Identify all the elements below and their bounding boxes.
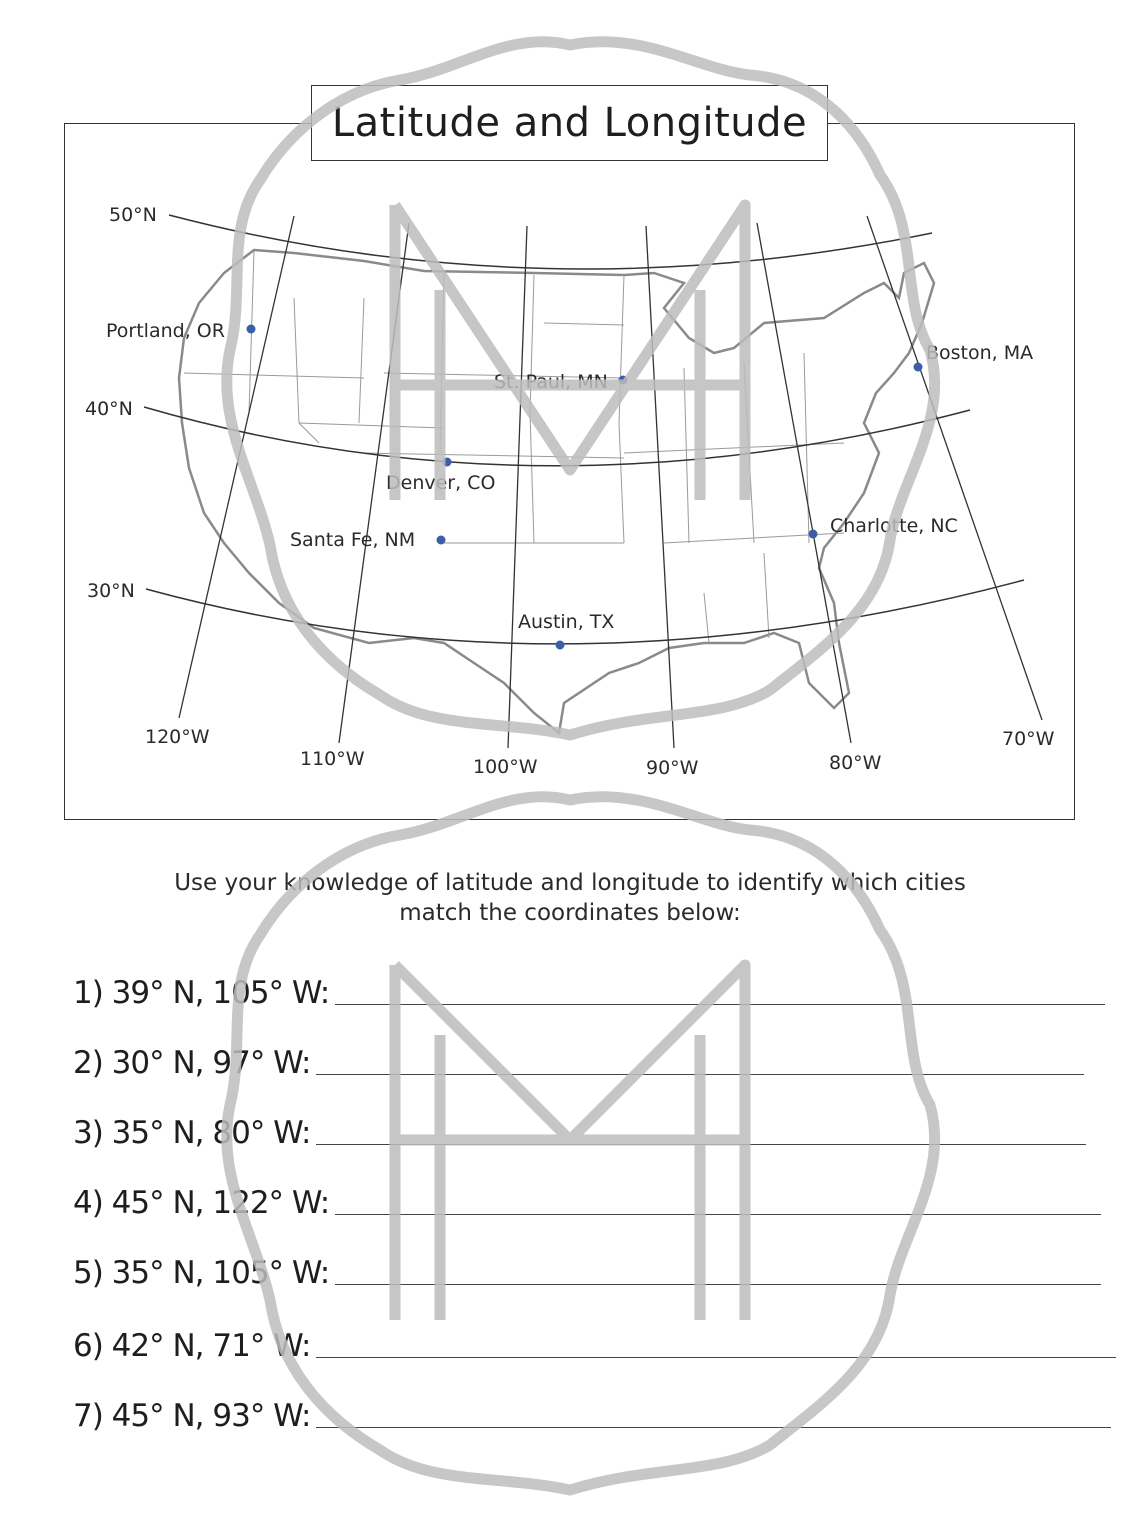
question-label: 1) 39° N, 105° W: [73,975,330,1011]
question-7 [73,1388,1111,1434]
city-marker-santa-fe [437,536,446,545]
question-6 [73,1318,1116,1364]
answer-blank[interactable] [316,1074,1084,1075]
question-label: 3) 35° N, 80° W: [73,1115,311,1151]
question-1 [73,965,1105,1011]
us-outline [179,250,934,733]
answer-blank[interactable] [335,1214,1101,1215]
longitude-label-70: 70°W [1002,728,1055,750]
answer-blank[interactable] [316,1144,1086,1145]
question-label: 2) 30° N, 97° W: [73,1045,311,1081]
city-marker-boston [914,363,923,372]
question-label: 4) 45° N, 122° W: [73,1185,330,1221]
question-label: 5) 35° N, 105° W: [73,1255,330,1291]
instructions-line-1: Use your knowledge of latitude and longitude to identify which cities [174,870,966,896]
city-label-santa-fe: Santa Fe, NM [290,529,416,551]
latitude-label-50: 50°N [109,204,157,226]
answer-blank[interactable] [316,1357,1116,1358]
title-box [311,85,828,161]
city-label-austin: Austin, TX [518,611,615,633]
longitude-label-110: 110°W [300,748,365,770]
city-label-charlotte: Charlotte, NC [830,515,958,537]
longitude-line-100 [508,226,527,748]
question-5 [73,1245,1101,1291]
question-2 [73,1035,1084,1081]
us-map [64,123,1075,820]
city-marker-charlotte [809,530,818,539]
city-marker-austin [556,641,565,650]
answer-blank[interactable] [316,1427,1111,1428]
longitude-label-90: 90°W [646,757,699,779]
city-label-boston: Boston, MA [926,342,1034,364]
page-title: Latitude and Longitude [331,100,808,146]
city-marker-denver [443,458,452,467]
question-3 [73,1105,1086,1151]
longitude-line-70 [867,216,1042,720]
longitude-label-120: 120°W [145,726,210,748]
question-label: 6) 42° N, 71° W: [73,1328,311,1364]
longitude-line-120 [179,216,294,718]
instructions [100,868,1040,928]
city-label-portland: Portland, OR [106,320,225,342]
city-label-st-paul: St. Paul, MN [494,371,608,393]
city-marker-st-paul [619,376,628,385]
answer-blank[interactable] [335,1004,1105,1005]
longitude-label-80: 80°W [829,752,882,774]
instructions-line-2: match the coordinates below: [399,900,741,926]
longitude-label-100: 100°W [473,756,538,778]
question-label: 7) 45° N, 93° W: [73,1398,311,1434]
latitude-label-40: 40°N [85,398,133,420]
answer-blank[interactable] [335,1284,1101,1285]
city-marker-portland [247,325,256,334]
longitude-line-90 [646,226,674,748]
city-label-denver: Denver, CO [386,472,496,494]
latitude-label-30: 30°N [87,580,135,602]
question-4 [73,1175,1101,1221]
